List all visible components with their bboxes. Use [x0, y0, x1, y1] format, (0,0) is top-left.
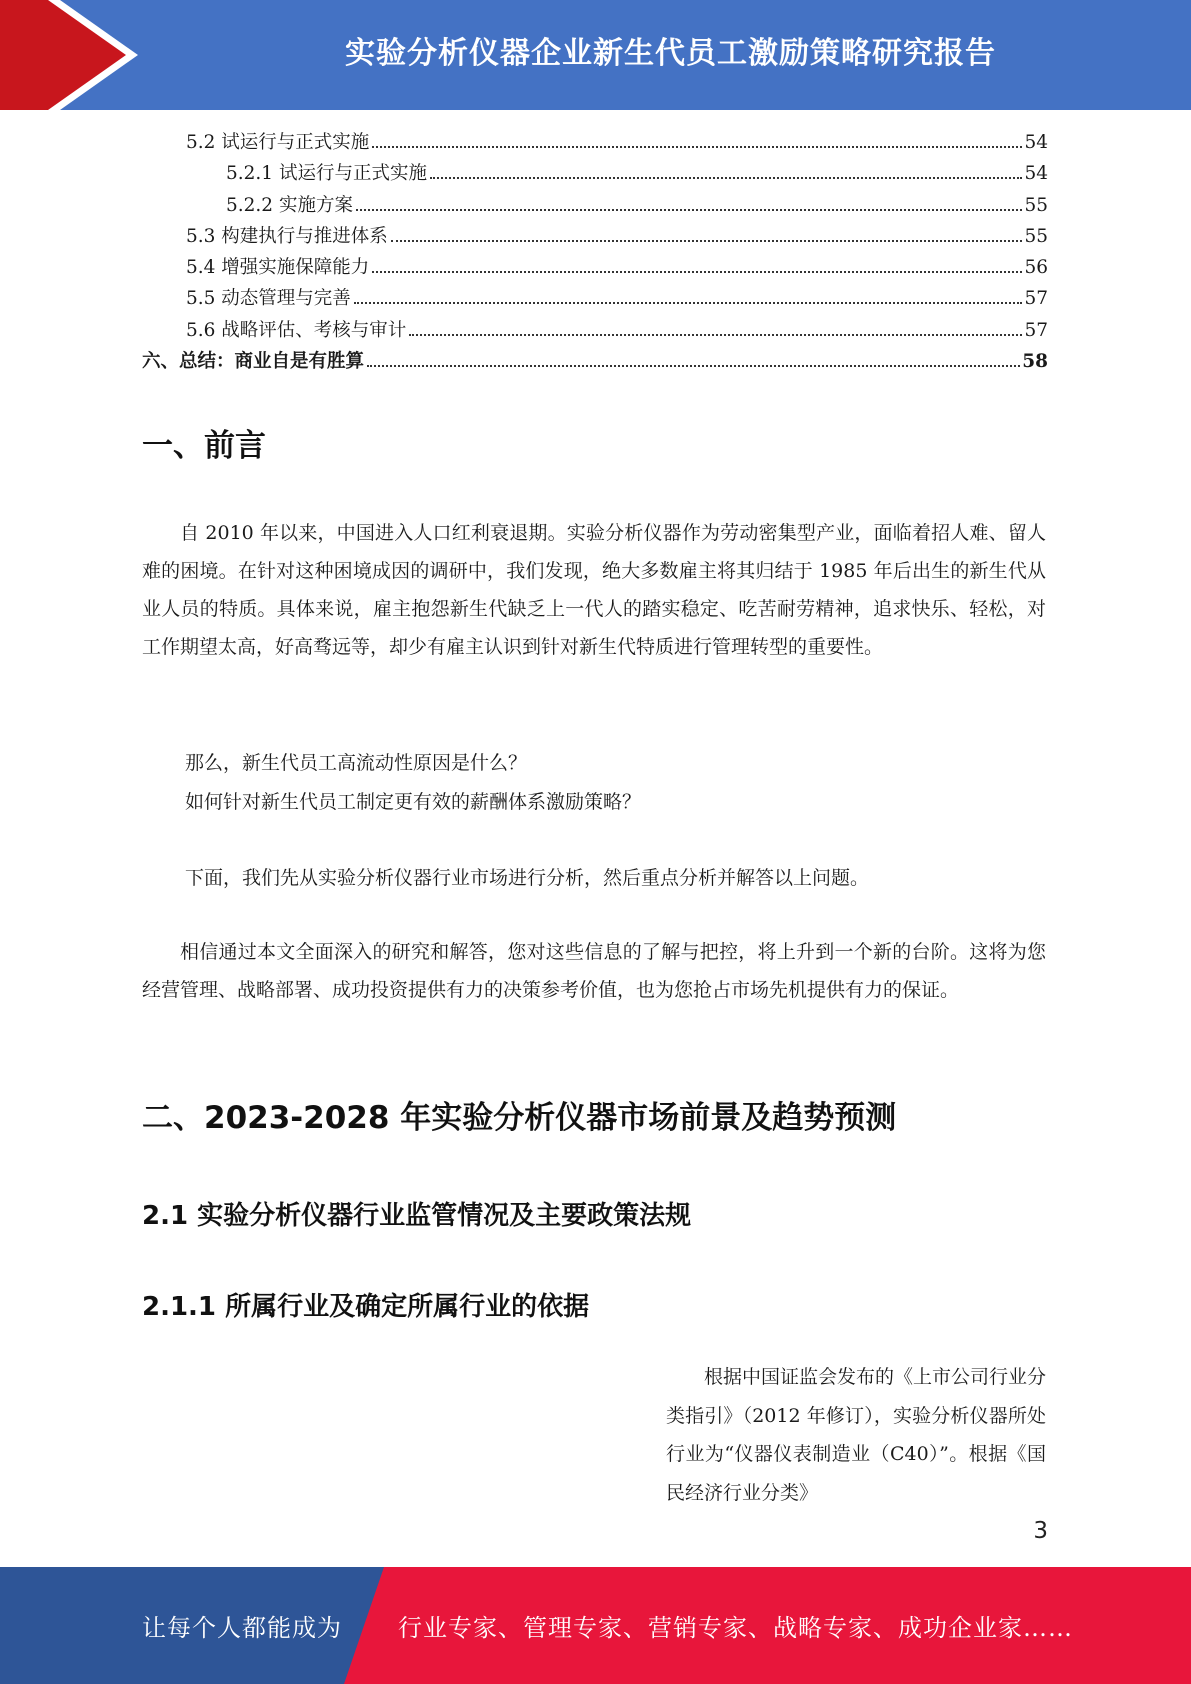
section-heading-forecast: 二、2023-2028 年实验分析仪器市场前景及趋势预测	[142, 1100, 897, 1136]
page-number: 3	[1033, 1518, 1048, 1544]
toc-label: 5.2 试运行与正式实施	[186, 132, 370, 153]
toc-page: 58	[1022, 351, 1048, 373]
header-arrow-icon	[0, 0, 150, 110]
preface-question-2: 如何针对新生代员工制定更有效的薪酬体系激励策略？	[185, 791, 642, 813]
toc-label: 5.2.2 实施方案	[226, 194, 353, 216]
preface-question-1: 那么，新生代员工高流动性原因是什么？	[185, 752, 528, 774]
toc-leader	[391, 240, 1023, 242]
toc-entry[interactable]	[142, 253, 1048, 284]
table-of-contents	[142, 128, 1048, 378]
subsection-heading-2-1-1: 2.1.1 所属行业及确定所属行业的依据	[142, 1292, 590, 1322]
toc-entry[interactable]	[142, 316, 1048, 347]
toc-entry[interactable]	[142, 159, 1048, 190]
toc-label: 5.4 增强实施保障能力	[186, 257, 370, 279]
toc-entry[interactable]	[142, 284, 1048, 315]
toc-leader	[367, 365, 1020, 367]
subsection-heading-2-1: 2.1 实验分析仪器行业监管情况及主要政策法规	[142, 1201, 692, 1231]
toc-leader	[372, 271, 1022, 273]
toc-entry[interactable]	[142, 191, 1048, 222]
toc-leader	[356, 209, 1023, 211]
toc-page: 54	[1024, 163, 1048, 185]
toc-leader	[354, 302, 1023, 304]
toc-page: 57	[1024, 288, 1048, 310]
footer-slogan-left: 让每个人都能成为	[142, 1614, 342, 1642]
toc-label: 5.3 构建执行与推进体系	[186, 225, 388, 247]
industry-classification-paragraph: 根据中国证监会发布的《上市公司行业分类指引》（2012 年修订），实验分析仪器所处行业为“仪器仪表制造业（C40）”。根据《国民经济行业分类》	[666, 1366, 1047, 1504]
preface-paragraph-1: 自 2010 年以来，中国进入人口红利衰退期。实验分析仪器作为劳动密集型产业，面临着招人难、留人难的困境。在针对这种困境成因的调研中，我们发现，绝大多数雇主将其归结于 1985 年后出生的新生代从业人员的特质。具体来说，雇主抱怨新生代缺乏上一代人的踏实稳定、吃苦耐劳精神，追求快乐、轻松，对工作期望太高，好高骛远等，却少有雇主认识到针对新生代特质进行管理转型的重要性。	[142, 522, 1046, 658]
toc-label: 5.6 战略评估、考核与审计	[186, 319, 407, 341]
toc-page: 57	[1024, 319, 1048, 341]
toc-page: 55	[1024, 194, 1048, 216]
report-title: 实验分析仪器企业新生代员工激励策略研究报告	[345, 36, 996, 71]
preface-paragraph-3: 相信通过本文全面深入的研究和解答，您对这些信息的了解与把控，将上升到一个新的台阶。这将为您经营管理、战略部署、成功投资提供有力的决策参考价值，也为您抢占市场先机提供有力的保证。	[142, 941, 1046, 1001]
toc-leader	[372, 146, 1022, 148]
toc-leader	[430, 177, 1022, 179]
toc-label: 六、总结：商业自是有胜算	[142, 351, 365, 373]
toc-page: 56	[1024, 257, 1048, 279]
page-footer	[0, 1567, 1191, 1684]
toc-entry[interactable]	[142, 128, 1048, 159]
preface-paragraph-2: 下面，我们先从实验分析仪器行业市场进行分析，然后重点分析并解答以上问题。	[185, 867, 870, 889]
toc-page: 55	[1024, 225, 1048, 247]
toc-leader	[409, 334, 1022, 336]
footer-slogan-right: 行业专家、管理专家、营销专家、战略专家、成功企业家……	[398, 1614, 1073, 1642]
toc-page: 54	[1024, 132, 1048, 153]
toc-label: 5.2.1 试运行与正式实施	[226, 163, 427, 185]
page-header	[0, 0, 1191, 110]
section-heading-preface: 一、前言	[142, 428, 266, 464]
toc-entry[interactable]	[142, 347, 1048, 378]
toc-entry[interactable]	[142, 222, 1048, 253]
toc-label: 5.5 动态管理与完善	[186, 288, 351, 310]
